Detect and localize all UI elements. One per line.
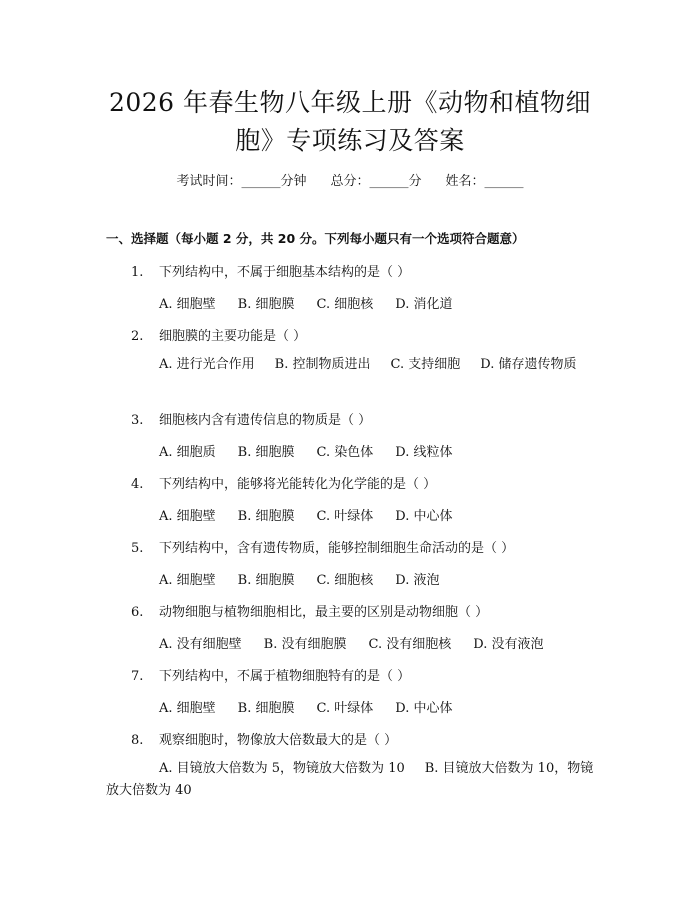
question-7-options (159, 697, 452, 716)
question-number: 6. (131, 605, 144, 620)
option-b[interactable]: B. 控制物质进出 (274, 357, 371, 372)
question-4-options (159, 505, 452, 524)
option-a[interactable]: A. 细胞壁 (159, 573, 216, 588)
document-title (60, 84, 640, 160)
option-a[interactable]: A. 没有细胞壁 (159, 637, 242, 652)
question-text: 动物细胞与植物细胞相比，最主要的区别是动物细胞（ ） (159, 605, 489, 620)
question-number: 5. (131, 541, 144, 556)
question-1-options (159, 293, 452, 312)
option-a[interactable]: A. 细胞壁 (159, 701, 216, 716)
question-6 (131, 601, 488, 620)
question-2 (131, 325, 306, 344)
option-b[interactable]: B. 细胞膜 (237, 297, 295, 312)
question-text: 下列结构中，能够将光能转化为化学能的是（ ） (159, 477, 437, 492)
question-number: 3. (131, 413, 144, 428)
option-b[interactable]: B. 目镜放大倍数为 10，物镜放大倍数为 40 (106, 761, 594, 798)
question-text: 观察细胞时，物像放大倍数最大的是（ ） (159, 733, 398, 748)
question-6-options (159, 633, 543, 652)
option-d[interactable]: D. 液泡 (395, 573, 440, 588)
question-8-options (106, 758, 594, 802)
exam-info (0, 170, 700, 189)
name-field: 姓名：______ (445, 174, 524, 189)
question-number: 1. (131, 265, 144, 280)
question-number: 7. (131, 669, 144, 684)
question-3-options (159, 441, 452, 460)
question-3 (131, 409, 371, 428)
option-d[interactable]: D. 线粒体 (395, 445, 453, 460)
option-c[interactable]: C. 支持细胞 (390, 357, 461, 372)
question-5 (131, 537, 514, 556)
option-d[interactable]: D. 中心体 (395, 701, 453, 716)
option-c[interactable]: C. 染色体 (316, 445, 374, 460)
option-c[interactable]: C. 细胞核 (316, 573, 374, 588)
option-c[interactable]: C. 叶绿体 (316, 701, 374, 716)
option-a[interactable]: A. 目镜放大倍数为 5，物镜放大倍数为 10 (159, 761, 405, 776)
option-c[interactable]: C. 没有细胞核 (368, 637, 452, 652)
question-8 (131, 729, 397, 748)
option-a[interactable]: A. 细胞壁 (159, 297, 216, 312)
question-2-options (106, 354, 594, 376)
option-b[interactable]: B. 细胞膜 (237, 509, 295, 524)
question-4 (131, 473, 436, 492)
option-a[interactable]: A. 细胞质 (159, 445, 216, 460)
question-number: 4. (131, 477, 144, 492)
exam-time-field: 考试时间：______分钟 (176, 174, 307, 189)
question-number: 8. (131, 733, 144, 748)
title-line-1: 2026 年春生物八年级上册《动物和植物细 (108, 88, 592, 117)
question-1 (131, 261, 410, 280)
option-a[interactable]: A. 进行光合作用 (159, 357, 255, 372)
question-text: 下列结构中，不属于细胞基本结构的是（ ） (159, 265, 411, 280)
option-b[interactable]: B. 细胞膜 (237, 573, 295, 588)
total-score-field: 总分：______分 (330, 174, 422, 189)
option-b[interactable]: B. 细胞膜 (237, 445, 295, 460)
option-d[interactable]: D. 消化道 (395, 297, 453, 312)
option-c[interactable]: C. 细胞核 (316, 297, 374, 312)
question-number: 2. (131, 329, 144, 344)
option-d[interactable]: D. 没有液泡 (473, 637, 544, 652)
question-5-options (159, 569, 439, 588)
question-text: 下列结构中，含有遗传物质，能够控制细胞生命活动的是（ ） (159, 541, 515, 556)
question-text: 细胞膜的主要功能是（ ） (159, 329, 307, 344)
option-a[interactable]: A. 细胞壁 (159, 509, 216, 524)
option-b[interactable]: B. 细胞膜 (237, 701, 295, 716)
option-d[interactable]: D. 储存遗传物质 (480, 357, 577, 372)
title-line-2: 胞》专项练习及答案 (235, 126, 465, 155)
question-text: 下列结构中，不属于植物细胞特有的是（ ） (159, 669, 411, 684)
question-text: 细胞核内含有遗传信息的物质是（ ） (159, 413, 372, 428)
section-title: 一、选择题（每小题 2 分，共 20 分。下列每小题只有一个选项符合题意） (106, 231, 525, 246)
question-7 (131, 665, 410, 684)
option-d[interactable]: D. 中心体 (395, 509, 453, 524)
option-b[interactable]: B. 没有细胞膜 (263, 637, 347, 652)
option-c[interactable]: C. 叶绿体 (316, 509, 374, 524)
